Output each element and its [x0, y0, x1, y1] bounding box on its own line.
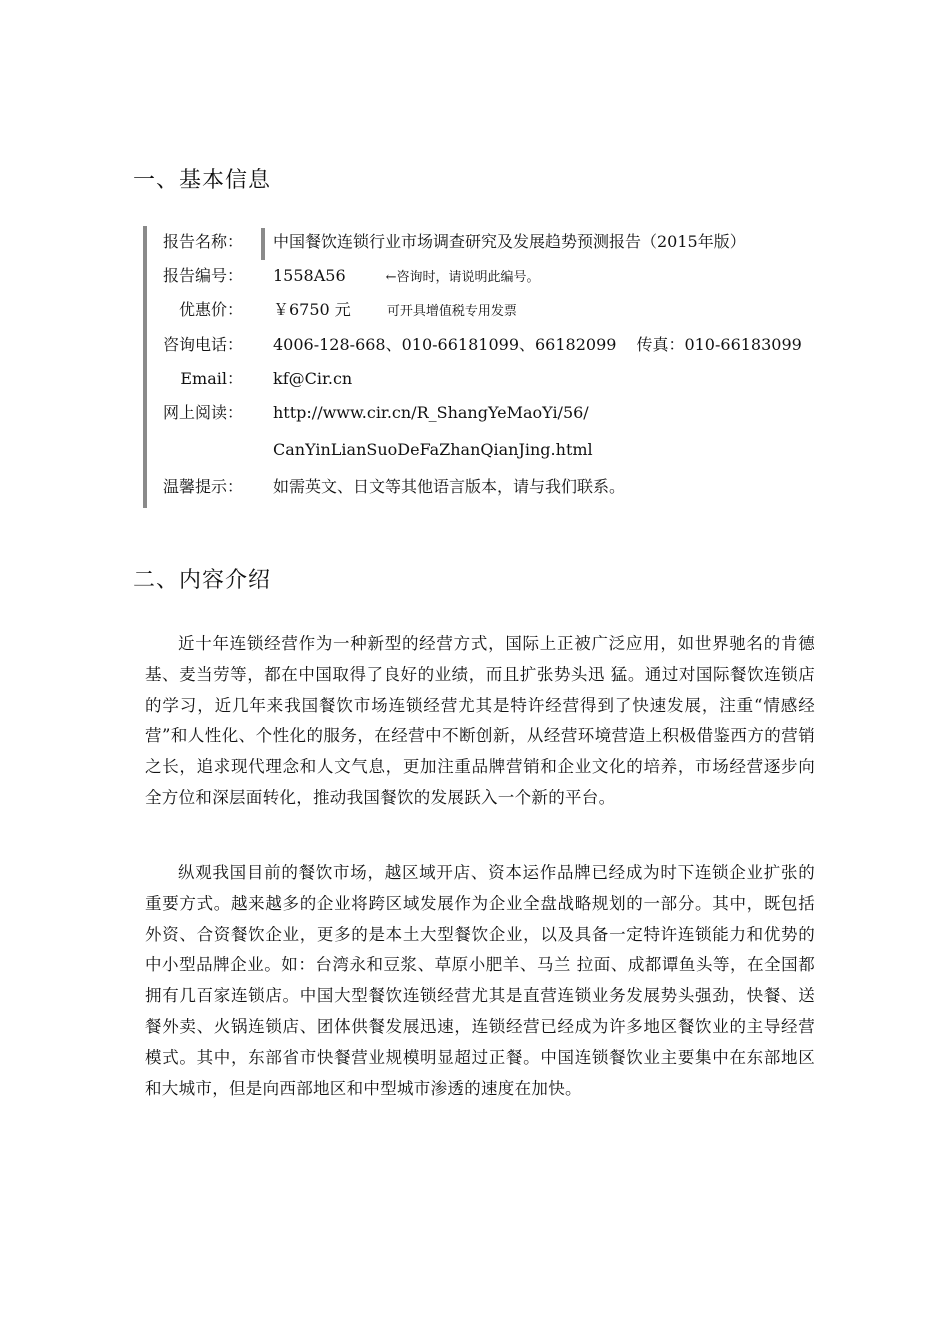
price-note: 可开具增值税专用发票 — [386, 304, 517, 319]
report-no-note: ←咨询时，请说明此编号。 — [385, 270, 540, 285]
section-title-basic-info: 一、基本信息 — [133, 168, 272, 193]
price-label: 优惠价： — [178, 300, 243, 319]
email-label: Email： — [180, 369, 243, 388]
fax-value: 传真：010-66183099 — [636, 335, 802, 354]
section-title-content-intro: 二、内容介绍 — [133, 568, 272, 593]
report-name-marker — [261, 228, 265, 260]
email-link[interactable]: kf@Cir.cn — [273, 369, 353, 388]
report-no-value-group — [273, 265, 540, 289]
online-url-line2[interactable]: CanYinLianSuoDeFaZhanQianJing.html — [273, 440, 593, 459]
basic-info-box — [143, 226, 827, 508]
tip-value: 如需英文、日文等其他语言版本，请与我们联系。 — [273, 477, 626, 496]
report-no-value: 1558A56 — [273, 266, 346, 285]
online-url-line1[interactable]: http://www.cir.cn/R_ShangYeMaoYi/56/ — [273, 403, 589, 422]
intro-paragraph-1: 近十年连锁经营作为一种新型的经营方式，国际上正被广泛应用，如世界驰名的肯德基、麦当劳等，都在中国取得了良好的业绩，而且扩张势头迅 猛。通过对国际餐饮连锁店的学习，近几年来我国餐饮市场连锁经营尤其是特许经营得到了快速发展，注重“情感经营”和人性化、个性化的服务，在经营中不断创新，从经营环境营造上积极借鉴西方的营销之长，追求现代理念和人文气息，更加注重品牌营销和企业文化的培养，市场经营逐步向全方位和深层面转化，推动我国餐饮的发展跃入一个新的平台。 — [145, 634, 815, 807]
phone-label: 咨询电话： — [162, 335, 243, 354]
report-name-label: 报告名称： — [162, 232, 243, 251]
price-value: ￥6750 元 — [273, 300, 351, 319]
intro-paragraph-2: 纵观我国目前的餐饮市场，越区域开店、资本运作品牌已经成为时下连锁企业扩张的重要方式。越来越多的企业将跨区域发展作为企业全盘战略规划的一部分。其中，既包括外资、合资餐饮企业，更多的是本土大型餐饮企业，以及具备一定特许连锁能力和优势的中小型品牌企业。如：台湾永和豆浆、草原小肥羊、马兰 拉面、成都谭鱼头等，在全国都拥有几百家连锁店。中国大型餐饮连锁经营尤其是直营连锁业务发展势头强劲，快餐、送餐外卖、火锅连锁店、团体供餐发展迅速，连锁经营已经成为许多地区餐饮业的主导经营模式。其中，东部省市快餐营业规模明显超过正餐。中国连锁餐饮业主要集中在东部地区和大城市，但是向西部地区和中型城市渗透的速度在加快。 — [145, 863, 815, 1098]
tip-label: 温馨提示： — [162, 477, 243, 496]
online-label: 网上阅读： — [162, 403, 243, 422]
phone-value-group — [273, 334, 802, 356]
phone-value: 4006-128-668、010-66181099、66182099 — [273, 335, 617, 354]
report-name-value: 中国餐饮连锁行业市场调查研究及发展趋势预测报告（2015年版） — [273, 232, 746, 251]
report-no-label: 报告编号： — [162, 266, 243, 285]
price-value-group — [273, 299, 517, 323]
